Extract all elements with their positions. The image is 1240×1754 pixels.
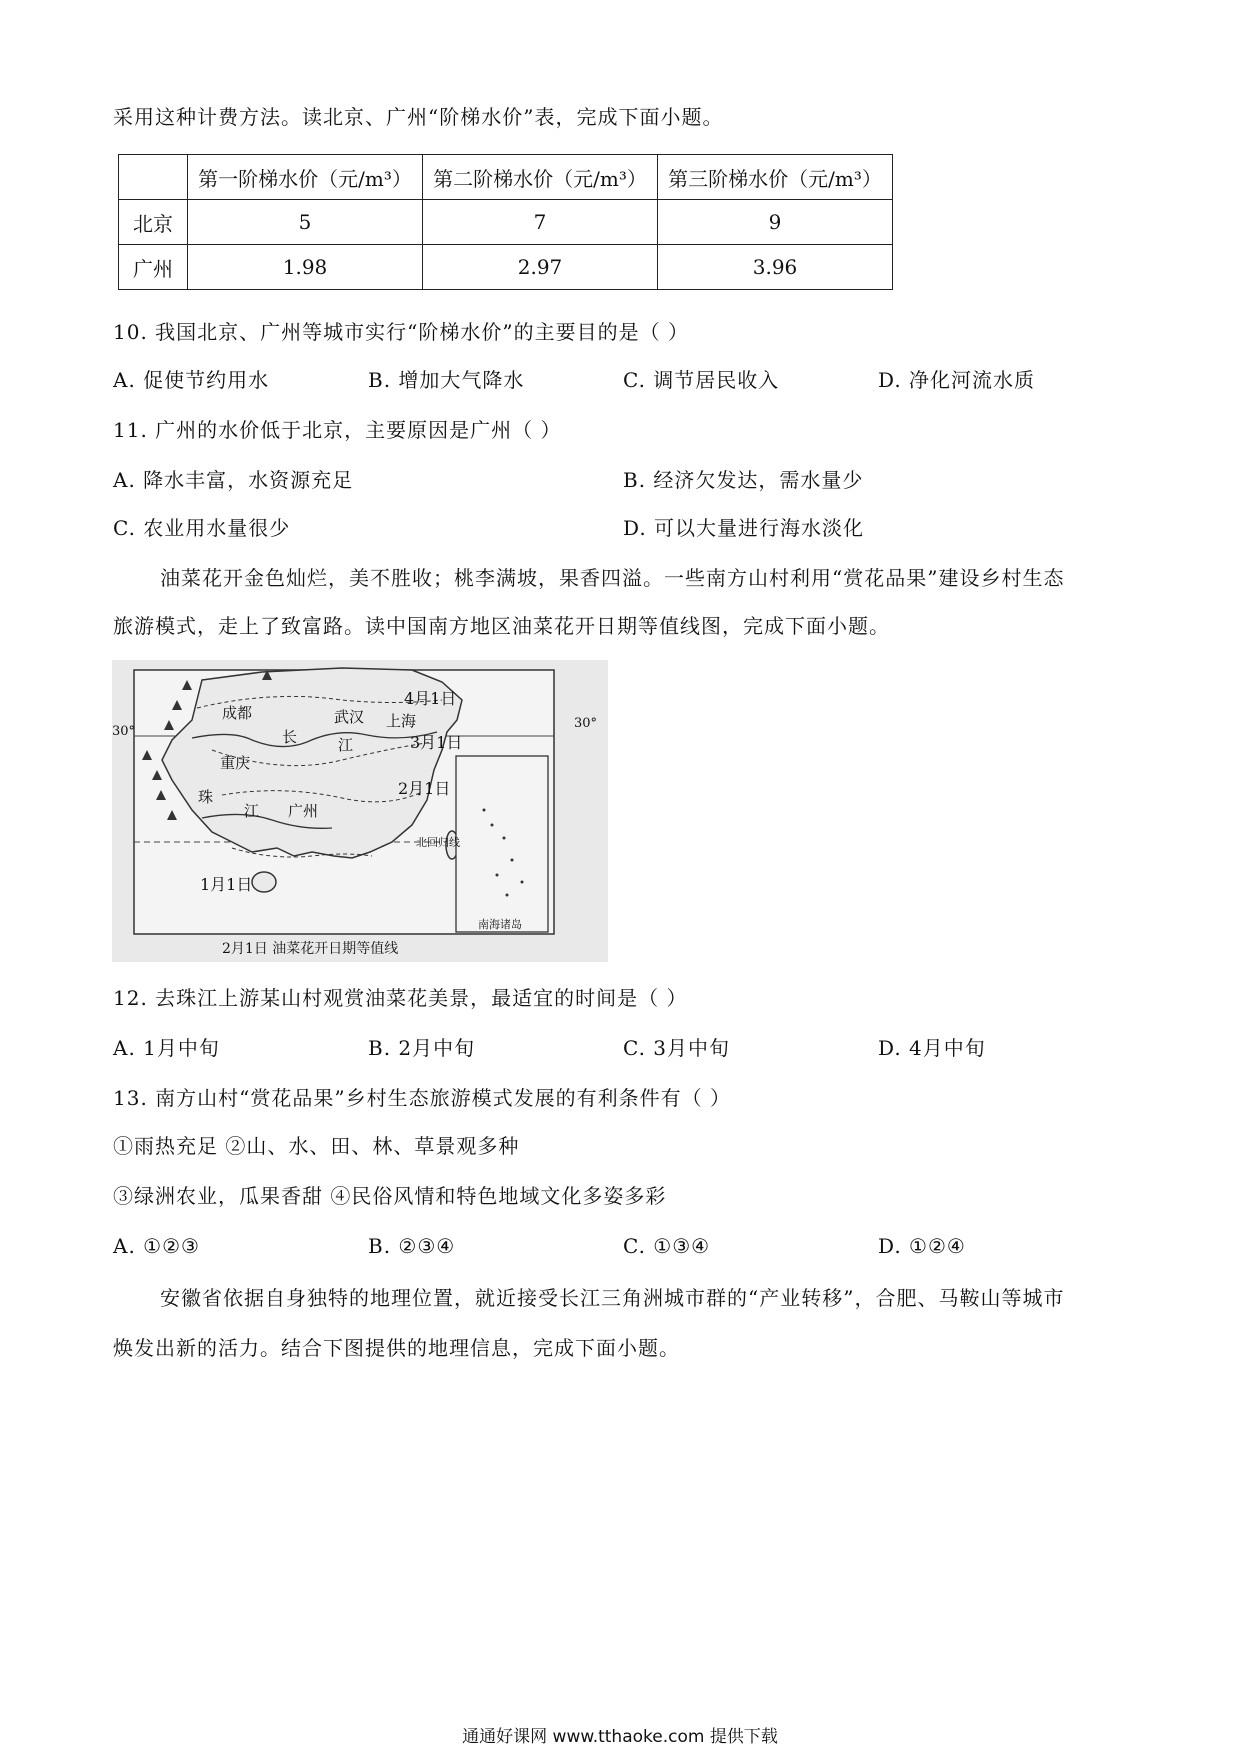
map-river-label: 江: [244, 802, 260, 820]
map-river-label: 江: [338, 736, 354, 754]
table-cell: 2.97: [423, 245, 658, 290]
q10-option-b[interactable]: B. 增加大气降水: [368, 368, 525, 392]
rapeseed-paragraph-line-2: 旅游模式，走上了致富路。读中国南方地区油菜花开日期等值线图，完成下面小题。: [113, 614, 890, 638]
q10-option-d[interactable]: D. 净化河流水质: [878, 368, 1036, 392]
q13-condition-line-1: ①雨热充足 ②山、水、田、林、草景观多种: [113, 1134, 520, 1158]
table-header-cell: 第二阶梯水价（元/m³）: [423, 155, 658, 200]
table-header-cell: [119, 155, 188, 200]
map-city-label: 武汉: [334, 708, 365, 726]
intro-line: 采用这种计费方法。读北京、广州“阶梯水价”表，完成下面小题。: [113, 105, 724, 129]
q11-option-b[interactable]: B. 经济欠发达，需水量少: [623, 468, 864, 492]
q11-option-d[interactable]: D. 可以大量进行海水淡化: [623, 516, 865, 540]
isoline-label: 1月1日: [200, 875, 253, 894]
table-row: [119, 245, 893, 290]
isoline-label: 4月1日: [404, 689, 457, 708]
rapeseed-isoline-map: [112, 660, 608, 962]
tropic-label: 北回归线: [416, 836, 460, 849]
q13-option-b[interactable]: B. ②③④: [368, 1234, 456, 1258]
anhui-paragraph-line-1: 安徽省依据自身独特的地理位置，就近接受长江三角洲城市群的“产业转移”，合肥、马鞍山等城市: [160, 1286, 1065, 1310]
south-china-sea-inset: [456, 756, 548, 932]
isoline-label: 3月1日: [410, 733, 463, 752]
table-cell: 9: [658, 200, 893, 245]
q11-stem: 11. 广州的水价低于北京，主要原因是广州（ ）: [113, 418, 562, 442]
rapeseed-paragraph-line-1: 油菜花开金色灿烂，美不胜收；桃李满坡，果香四溢。一些南方山村利用“赏花品果”建设乡村生态: [160, 566, 1065, 590]
table-header-cell: 第一阶梯水价（元/m³）: [188, 155, 423, 200]
map-city-label: 重庆: [220, 754, 251, 772]
map-city-label: 上海: [386, 712, 417, 730]
table-header-row: [119, 155, 893, 200]
q13-stem: 13. 南方山村“赏花品果”乡村生态旅游模式发展的有利条件有（ ）: [113, 1086, 731, 1110]
map-lat-right: 30°: [574, 716, 598, 731]
hainan-island: [252, 872, 276, 892]
map-river-label: 长: [282, 728, 298, 746]
q10-option-a[interactable]: A. 促使节约用水: [113, 368, 270, 392]
anhui-paragraph-line-2: 焕发出新的活力。结合下图提供的地理信息，完成下面小题。: [113, 1336, 680, 1360]
q13-option-a[interactable]: A. ①②③: [113, 1234, 200, 1258]
table-cell: 1.98: [188, 245, 423, 290]
table-cell-city: 广州: [119, 245, 188, 290]
q12-stem: 12. 去珠江上游某山村观赏油菜花美景，最适宜的时间是（ ）: [113, 986, 688, 1010]
q10-stem: 10. 我国北京、广州等城市实行“阶梯水价”的主要目的是（ ）: [113, 320, 689, 344]
map-lat-left: 30°: [112, 724, 136, 739]
table-row: [119, 200, 893, 245]
page-footer: 通通好课网 www.tthaoke.com 提供下载: [462, 1727, 778, 1747]
q12-option-a[interactable]: A. 1月中旬: [113, 1036, 220, 1060]
table-cell-city: 北京: [119, 200, 188, 245]
map-city-label: 广州: [288, 802, 319, 820]
map-city-label: 成都: [222, 704, 253, 722]
water-price-table: [118, 154, 893, 290]
q12-option-b[interactable]: B. 2月中旬: [368, 1036, 476, 1060]
table-cell: 3.96: [658, 245, 893, 290]
map-river-label: 珠: [198, 788, 214, 806]
table-cell: 5: [188, 200, 423, 245]
q12-option-c[interactable]: C. 3月中旬: [623, 1036, 731, 1060]
q11-option-a[interactable]: A. 降水丰富，水资源充足: [113, 468, 354, 492]
q13-option-c[interactable]: C. ①③④: [623, 1234, 711, 1258]
q10-option-c[interactable]: C. 调节居民收入: [623, 368, 780, 392]
table-cell: 7: [423, 200, 658, 245]
q13-option-d[interactable]: D. ①②④: [878, 1234, 966, 1258]
inset-label: 南海诸岛: [478, 918, 522, 931]
q11-option-c[interactable]: C. 农业用水量很少: [113, 516, 291, 540]
q13-condition-line-2: ③绿洲农业，瓜果香甜 ④民俗风情和特色地域文化多姿多彩: [113, 1184, 667, 1208]
map-legend: 2月1日 油菜花开日期等值线: [222, 941, 399, 957]
isoline-label: 2月1日: [398, 779, 451, 798]
table-header-cell: 第三阶梯水价（元/m³）: [658, 155, 893, 200]
q12-option-d[interactable]: D. 4月中旬: [878, 1036, 986, 1060]
